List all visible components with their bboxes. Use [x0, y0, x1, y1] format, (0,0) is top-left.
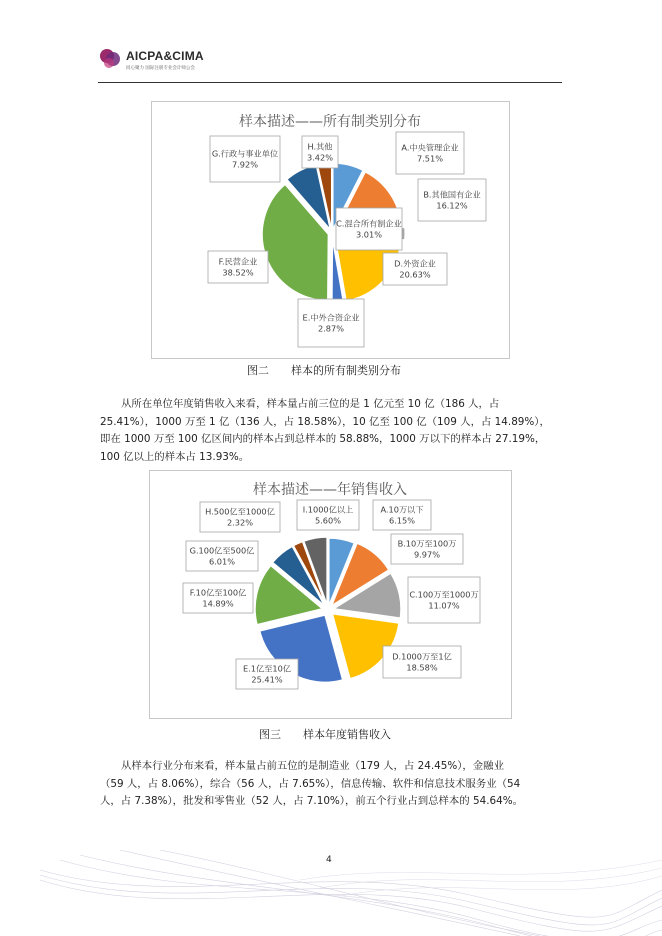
page-number: 4 [326, 855, 332, 865]
sales-revenue-pie-svg [150, 471, 511, 718]
pie-category-label: E.1亿至10亿 [243, 663, 291, 674]
pie-value-label: 20.63% [399, 269, 431, 280]
pie-value-label: 18.58% [406, 662, 438, 673]
pie-category-label: C.100万至1000万 [409, 589, 479, 600]
pie-value-label: 16.12% [436, 200, 468, 211]
pie-value-label: 6.01% [208, 556, 236, 567]
pie-category-label: C.混合所有制企业 [336, 218, 402, 229]
pie-value-label: 9.97% [413, 549, 441, 560]
footer-wave-decoration [0, 850, 662, 936]
pie-value-label: 25.41% [251, 674, 283, 685]
paragraph-line: 25.41%），1000 万至 1 亿（136 人，占 18.58%），10 亿至 100 亿（109 人，占 14.89%）， [100, 415, 550, 428]
pie-category-label: I.1000亿以上 [302, 504, 354, 515]
header-rule [98, 82, 562, 83]
pie-value-label: 6.15% [388, 515, 416, 526]
paragraph-line: 从样本行业分布来看，样本量占前五位的是制造业（179 人，占 24.45%），金融业 [121, 760, 504, 772]
pie-category-label: D.外资企业 [394, 258, 436, 269]
pie-category-label: H.其他 [307, 141, 333, 152]
chart-title: 样本描述——所有制类别分布 [239, 114, 421, 130]
pie-category-label: G.行政与事业单位 [211, 148, 279, 159]
figure-caption-3: 图三 样本年度销售收入 [259, 728, 391, 741]
pie-category-label: F.民营企业 [218, 256, 258, 267]
paragraph-line: 100 亿以上的样本占 13.93%。 [100, 450, 250, 463]
pie-value-label: 2.32% [226, 517, 254, 528]
pie-value-label: 7.92% [231, 159, 259, 170]
pie-category-label: B.其他国有企业 [423, 189, 481, 200]
pie-value-label: 11.07% [428, 600, 460, 611]
pie-category-label: B.10万至100万 [397, 538, 457, 549]
pie-category-label: A.10万以下 [380, 504, 424, 515]
paragraph-line: （59 人，占 8.06%），综合（56 人，占 7.65%），信息传输、软件和信息技术服务业（54 [100, 777, 521, 790]
ownership-pie-chart [151, 101, 510, 359]
paragraph-line: 人，占 7.38%），批发和零售业（52 人，占 7.10%），前五个行业占到总样本的 54.64%。 [100, 795, 523, 807]
pie-category-label: G.100亿至500亿 [189, 545, 255, 556]
pie-value-label: 3.01% [355, 229, 383, 240]
sales-revenue-pie-chart [149, 470, 512, 719]
pie-value-label: 3.42% [306, 152, 334, 163]
pie-category-label: A.中央管理企业 [401, 142, 459, 153]
pie-value-label: 2.87% [317, 323, 345, 334]
pie-category-label: H.500亿至1000亿 [205, 506, 275, 517]
ownership-pie-svg [152, 102, 509, 358]
figure-caption-2: 图二 样本的所有制类别分布 [247, 364, 401, 377]
paragraph-line: 即在 1000 万至 100 亿区间内的样本占到总样本的 58.88%，1000 万以下的样本占 27.19%， [100, 433, 546, 445]
logo-mark-icon [98, 46, 124, 72]
paragraph-industry [100, 758, 560, 811]
pie-category-label: F.10亿至100亿 [189, 587, 247, 598]
logo [98, 46, 204, 72]
chart-title: 样本描述——年销售收入 [253, 482, 407, 498]
pie-value-label: 38.52% [222, 267, 254, 278]
pie-category-label: E.中外合资企业 [302, 312, 360, 323]
logo-brand-text: AICPA&CIMA [126, 49, 204, 63]
pie-value-label: 7.51% [416, 153, 444, 164]
paragraph-line: 从所在单位年度销售收入来看，样本量占前三位的是 1 亿元至 10 亿（186 人，占 [121, 398, 500, 410]
pie-value-label: 14.89% [202, 598, 234, 609]
pie-category-label: D.1000万至1亿 [392, 651, 452, 662]
paragraph-sales-revenue [100, 396, 560, 466]
logo-tagline: 同心聚力 国际注册专业会计师公会 [126, 66, 195, 71]
pie-value-label: 5.60% [314, 515, 342, 526]
